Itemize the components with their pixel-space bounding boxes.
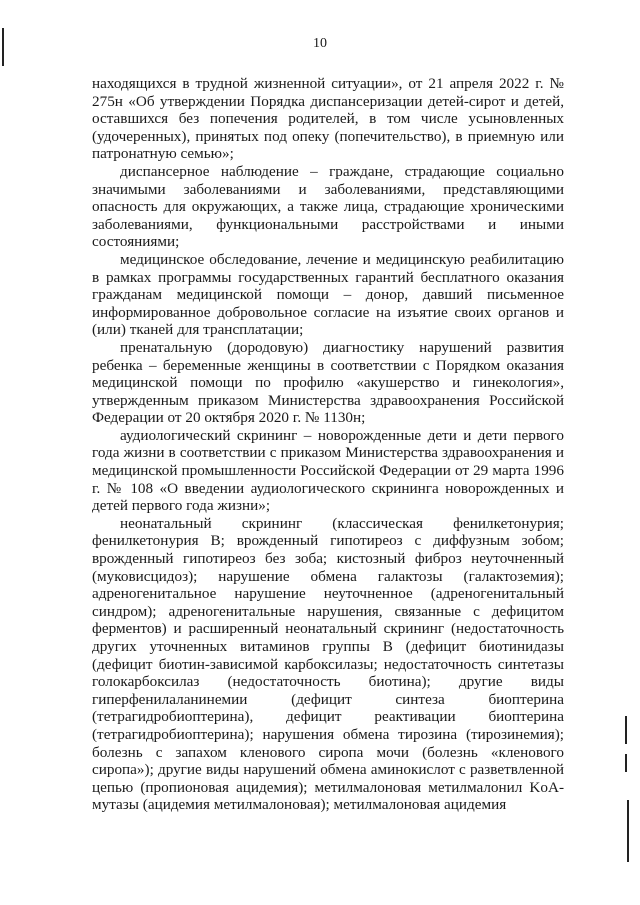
paragraph-dispensary-observation: диспансерное наблюдение – граждане, страдающие социально значимыми заболеваниями и заболеваниями, представляющими опасность для окружающих, а также лица, страдающие хроническими заболеваниями, функциональными расстройствами и иными состояниями;: [92, 162, 564, 251]
paragraph-prenatal-diagnostics: пренатальную (дородовую) диагностику нарушений развития ребенка – беременные женщины в соответствии с Порядком оказания медицинской помощи по профилю «акушерство и гинекология», утвержденным приказом Министерства здравоохранения Российской Федерации от 20 октября 2020 г. № 1130н;: [92, 338, 564, 427]
paragraph-continuation: находящихся в трудной жизненной ситуации», от 21 апреля 2022 г. № 275н «Об утверждении Порядка диспансеризации детей-сирот и детей, оставшихся без попечения родителей, в том числе усыновленных (удочеренных), принятых под опеку (попечительство), в приемную или патронатную семью»;: [92, 75, 564, 163]
scan-edge-mark-right-2: [625, 754, 627, 772]
document-body: [92, 75, 564, 814]
scan-edge-mark-right-3: [627, 800, 629, 862]
paragraph-neonatal-screening: неонатальный скрининг (классическая фенилкетонурия; фенилкетонурия B; врожденный гипотиреоз с диффузным зобом; врожденный гипотиреоз без зоба; кистозный фиброз неуточненный (муковисцидоз); нарушение обмена галактозы (галактоземия); адреногенитальное нарушение неуточненное (адреногенитальный синдром); адреногенитальные нарушения, связанные с дефицитом ферментов) и расширенный неонатальный скрининг (недостаточность других уточненных витаминов группы B (дефицит биотинидазы (дефицит биотин-зависимой карбоксилазы; недостаточность синтетазы голокарбоксилаз (недостаточность биотина); другие виды гиперфенилаланинемии (дефицит синтеза биоптерина (тетрагидробиоптерина), дефицит реактивации биоптерина (тетрагидробиоптерина); нарушения обмена тирозина (тирозинемия); болезнь с запахом кленового сиропа мочи (болезнь «кленового сиропа»); другие виды нарушений обмена аминокислот с разветвленной цепью (пропионовая ацидемия); метилмалоновая метилмалонил KoA-мутазы (ацидемия метилмалоновая); метилмалоновая ацидемия: [92, 514, 564, 814]
paragraph-medical-examination-donor: медицинское обследование, лечение и медицинскую реабилитацию в рамках программы государственных гарантий бесплатного оказания гражданам медицинской помощи – донор, давший письменное информированное добровольное согласие на изъятие своих органов и (или) тканей для трансплатации;: [92, 250, 564, 339]
scan-edge-mark-right-1: [625, 716, 627, 744]
paragraph-audiological-screening: аудиологический скрининг – новорожденные дети и дети первого года жизни в соответствии с приказом Министерства здравоохранения и медицинской промышленности Российской Федерации от 29 марта 1996 г. № 108 «О введении аудиологического скрининга новорожденных и детей первого года жизни»;: [92, 426, 564, 515]
page-number: 10: [313, 36, 327, 51]
